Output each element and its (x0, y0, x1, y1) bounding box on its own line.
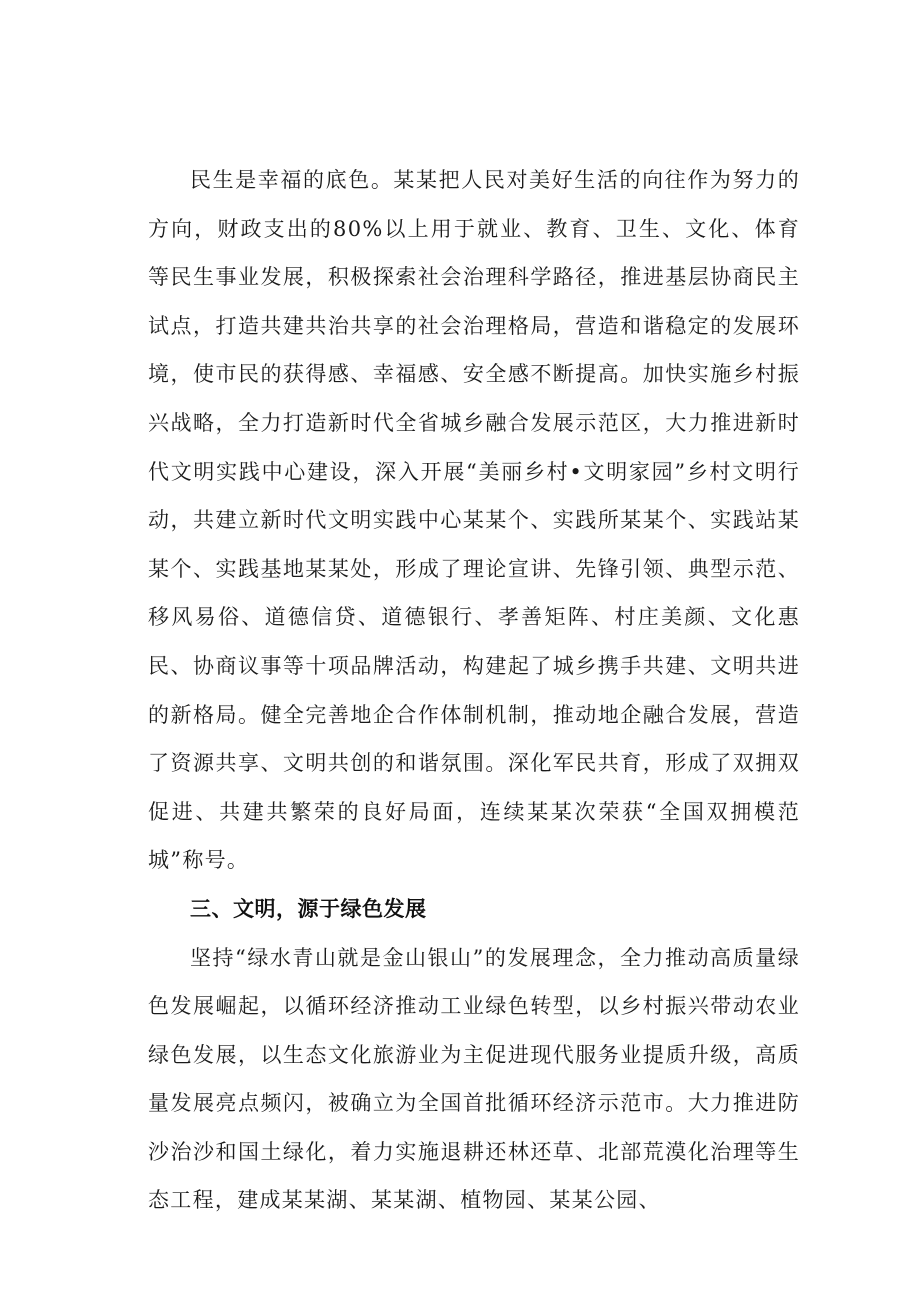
section-heading: 三、文明，源于绿色发展 (190, 896, 427, 921)
paragraph-livelihood: 民生是幸福的底色。某某把人民对美好生活的向往作为努力的方向，财政支出的80%以上用于就业、教育、卫生、文化、体育等民生事业发展，积极探索社会治理科学路径，推进基层协商民主试点，打造共建共治共享的社会治理格局，营造和谐稳定的发展环境，使市民的获得感、幸福感、安全感不断提高。加快实施乡村振兴战略，全力打造新时代全省城乡融合发展示范区，大力推进新时代文明实践中心建设，深入开展“美丽乡村•文明家园”乡村文明行动，共建立新时代文明实践中心某某个、实践所某某个、实践站某某个、实践基地某某处，形成了理论宣讲、先锋引领、典型示范、移风易俗、道德信贷、道德银行、孝善矩阵、村庄美颜、文化惠民、协商议事等十项品牌活动，构建起了城乡携手共建、文明共进的新格局。健全完善地企合作体制机制，推动地企融合发展，营造了资源共享、文明共创的和谐氛围。深化军民共育，形成了双拥双促进、共建共繁荣的良好局面，连续某某次荣获“全国双拥模范城”称号。 (148, 168, 800, 873)
document-body (148, 156, 800, 1225)
paragraph-green-development: 坚持“绿水青山就是金山银山”的发展理念，全力推动高质量绿色发展崛起，以循环经济推动工业绿色转型，以乡村振兴带动农业绿色发展，以生态文化旅游业为主促进现代服务业提质升级，高质量发展亮点频闪，被确立为全国首批循环经济示范市。大力推进防沙治沙和国土绿化，着力实施退耕还林还草、北部荒漠化治理等生态工程，建成某某湖、某某湖、植物园、某某公园、 (148, 945, 800, 1213)
